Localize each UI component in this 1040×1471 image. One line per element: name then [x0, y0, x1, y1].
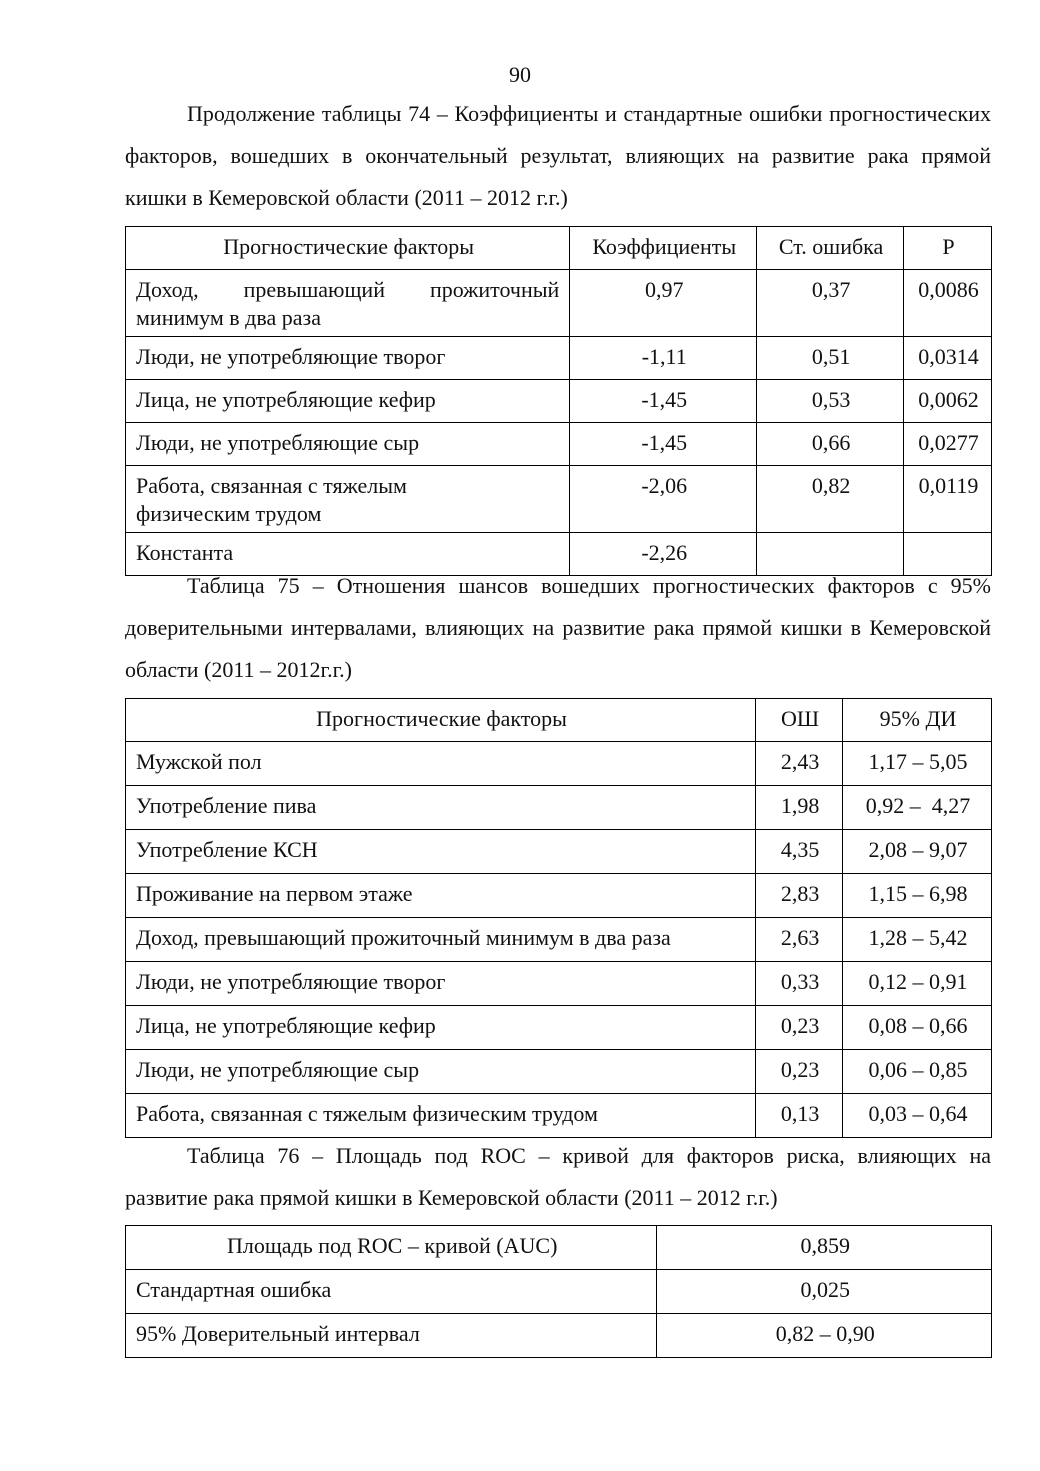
odds-ratio-cell: 2,83: [756, 874, 843, 918]
table-row: [126, 1094, 992, 1138]
confidence-interval-cell: 1,28 – 5,42: [843, 918, 992, 962]
coefficient-cell: -1,45: [570, 380, 757, 423]
table-row: [126, 1314, 992, 1358]
factor-cell: Люди, не употребляющие творог: [126, 337, 570, 380]
table-76: [125, 1225, 992, 1358]
confidence-interval-cell: 1,17 – 5,05: [843, 742, 992, 786]
table-row: [126, 918, 992, 962]
table-row: [126, 337, 992, 380]
factor-cell: Работа, связанная с тяжелым физическим трудом: [126, 466, 570, 533]
factor-cell: Люди, не употребляющие творог: [126, 962, 756, 1006]
factor-cell: Доход, превышающий прожиточный минимум в два раза: [126, 270, 570, 337]
factor-cell: Люди, не употребляющие сыр: [126, 1050, 756, 1094]
odds-ratio-cell: 0,33: [756, 962, 843, 1006]
confidence-interval-cell: 1,15 – 6,98: [843, 874, 992, 918]
confidence-interval-cell: 0,03 – 0,64: [843, 1094, 992, 1138]
table-row: [126, 962, 992, 1006]
table-75: [125, 698, 992, 1138]
factor-cell: Употребление пива: [126, 786, 756, 830]
metric-value-cell: 0,859: [657, 1226, 992, 1270]
std-error-cell: 0,53: [757, 380, 904, 423]
odds-ratio-cell: 0,23: [756, 1050, 843, 1094]
table-74: [125, 226, 992, 576]
table-row: [126, 423, 992, 466]
table-header-cell: Прогностические факторы: [126, 227, 570, 270]
table-row: [126, 466, 992, 533]
odds-ratio-cell: 1,98: [756, 786, 843, 830]
factor-cell: Проживание на первом этаже: [126, 874, 756, 918]
table-75-caption: Таблица 75 – Отношения шансов вошедших прогностических факторов с 95% доверительными интервалами, влияющих на развитие рака прямой кишки в Кемеровской области (2011 – 2012г.г.): [125, 573, 991, 682]
coefficient-cell: -2,26: [570, 533, 757, 576]
table-header-cell: Ст. ошибка: [757, 227, 904, 270]
table-header-cell: 95% ДИ: [843, 699, 992, 742]
p-value-cell: 0,0119: [904, 466, 992, 533]
table-header-cell: P: [904, 227, 992, 270]
confidence-interval-cell: 0,06 – 0,85: [843, 1050, 992, 1094]
odds-ratio-cell: 0,23: [756, 1006, 843, 1050]
table-row: [126, 786, 992, 830]
table-row: [126, 1050, 992, 1094]
table-row: [126, 380, 992, 423]
table-row: [126, 1270, 992, 1314]
odds-ratio-cell: 2,63: [756, 918, 843, 962]
factor-cell: Лица, не употребляющие кефир: [126, 1006, 756, 1050]
confidence-interval-cell: 0,12 – 0,91: [843, 962, 992, 1006]
metric-value-cell: 0,82 – 0,90: [657, 1314, 992, 1358]
table-row: [126, 1006, 992, 1050]
table-header-cell: Прогностические факторы: [126, 699, 756, 742]
confidence-interval-cell: 2,08 – 9,07: [843, 830, 992, 874]
table-header-cell: ОШ: [756, 699, 843, 742]
table-row: [126, 742, 992, 786]
table-header-cell: Коэффициенты: [570, 227, 757, 270]
coefficient-cell: -1,11: [570, 337, 757, 380]
factor-cell: Люди, не употребляющие сыр: [126, 423, 570, 466]
std-error-cell: 0,37: [757, 270, 904, 337]
metric-value-cell: 0,025: [657, 1270, 992, 1314]
table-row: [126, 1226, 992, 1270]
std-error-cell: 0,66: [757, 423, 904, 466]
table-76-caption: Таблица 76 – Площадь под ROC – кривой для факторов риска, влияющих на развитие рака прямой кишки в Кемеровской области (2011 – 2012 г.г.): [125, 1143, 991, 1210]
confidence-interval-cell: 0,92 – 4,27: [843, 786, 992, 830]
odds-ratio-cell: 2,43: [756, 742, 843, 786]
factor-cell: Употребление КСН: [126, 830, 756, 874]
table-row: [126, 874, 992, 918]
factor-cell: Константа: [126, 533, 570, 576]
coefficient-cell: -1,45: [570, 423, 757, 466]
odds-ratio-cell: 0,13: [756, 1094, 843, 1138]
std-error-cell: 0,82: [757, 466, 904, 533]
factor-cell: Работа, связанная с тяжелым физическим трудом: [126, 1094, 756, 1138]
metric-label-cell: Площадь под ROC – кривой (AUC): [126, 1226, 657, 1270]
confidence-interval-cell: 0,08 – 0,66: [843, 1006, 992, 1050]
table-row: [126, 830, 992, 874]
std-error-cell: 0,51: [757, 337, 904, 380]
p-value-cell: 0,0277: [904, 423, 992, 466]
factor-cell: Доход, превышающий прожиточный минимум в два раза: [126, 918, 756, 962]
metric-label-cell: 95% Доверительный интервал: [126, 1314, 657, 1358]
coefficient-cell: 0,97: [570, 270, 757, 337]
odds-ratio-cell: 4,35: [756, 830, 843, 874]
factor-cell: Лица, не употребляющие кефир: [126, 380, 570, 423]
p-value-cell: 0,0086: [904, 270, 992, 337]
coefficient-cell: -2,06: [570, 466, 757, 533]
p-value-cell: 0,0314: [904, 337, 992, 380]
metric-label-cell: Стандартная ошибка: [126, 1270, 657, 1314]
table-74-caption: Продолжение таблицы 74 – Коэффициенты и стандартные ошибки прогностических факторов, вошедших в окончательный результат, влияющих на развитие рака прямой кишки в Кемеровской области (2011 – 2012 г.г.): [125, 101, 991, 210]
p-value-cell: 0,0062: [904, 380, 992, 423]
table-row: [126, 270, 992, 337]
factor-cell: Мужской пол: [126, 742, 756, 786]
page-number: 90: [509, 62, 531, 87]
